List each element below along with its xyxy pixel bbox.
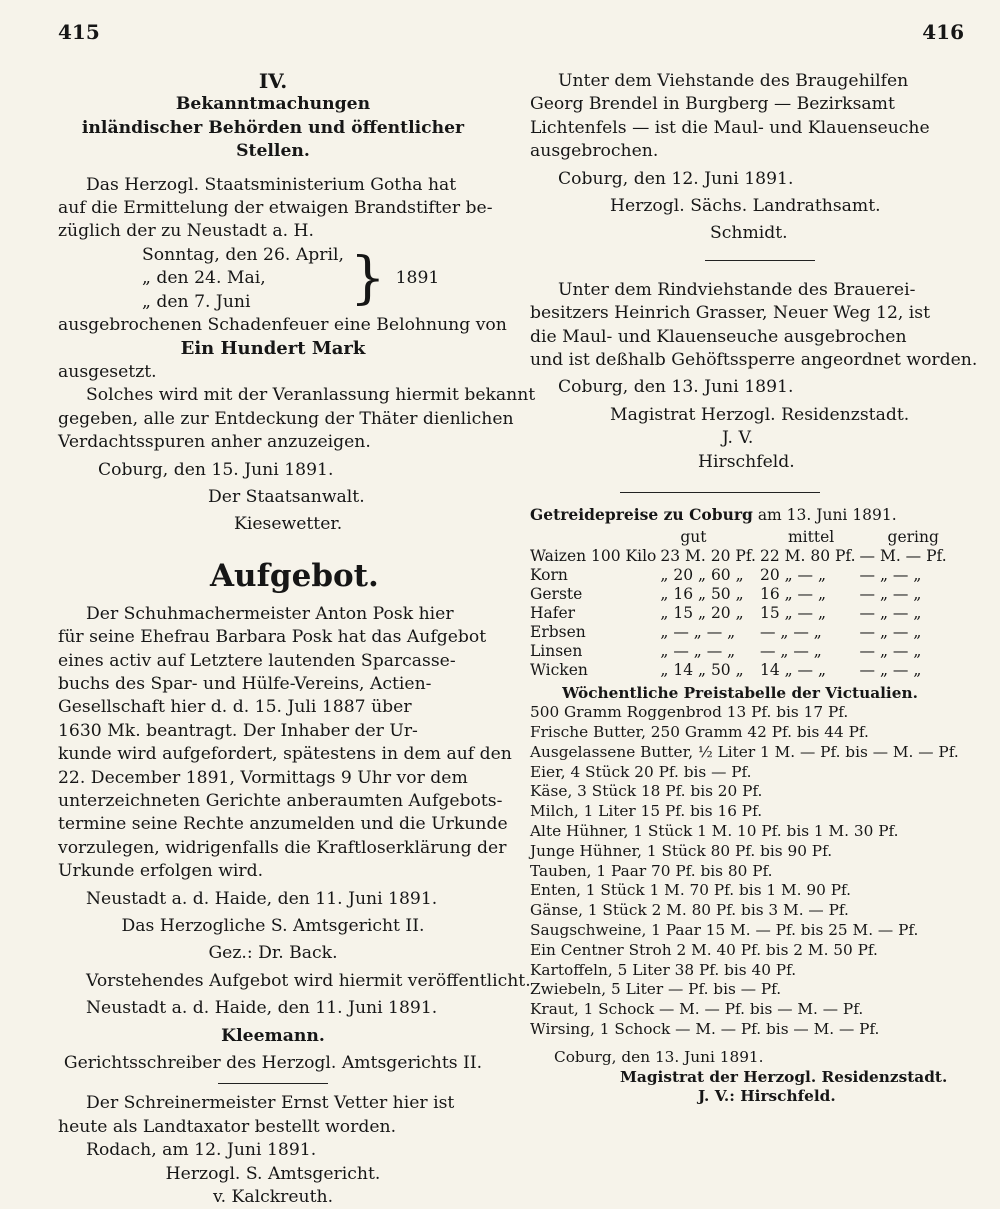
- place-date: Coburg, den 12. Juni 1891.: [558, 168, 794, 189]
- seuche-notice-2: [530, 279, 978, 474]
- signature: Schmidt.: [710, 223, 788, 244]
- grain-name: Korn: [530, 565, 568, 584]
- victualien-title: Wöchentliche Preistabelle der Victualien.: [562, 683, 918, 702]
- table-row: [530, 623, 951, 642]
- section-title-line1: Bekanntmachungen: [175, 94, 371, 115]
- text-line: Georg Brendel in Burgberg — Bezirksamt: [530, 94, 895, 115]
- published-note: Vorstehendes Aufgebot wird hiermit veröffentlicht.: [86, 970, 531, 991]
- text-line: termine seine Rechte anzumelden und die Urkunde: [58, 814, 508, 835]
- text-line: kunde wird aufgefordert, spätestens in dem auf den: [58, 744, 512, 765]
- section-title-line2: inländischer Behörden und öffentlicher Stellen.: [81, 117, 465, 162]
- brandstifter-notice: [58, 174, 536, 537]
- divider: [705, 260, 815, 261]
- price-gut: „ 15 „ 20 „: [660, 603, 744, 622]
- signature: J. V.: Hirschfeld.: [698, 1087, 836, 1106]
- list-item: Kraut, 1 Schock — M. — Pf. bis — M. — Pf.: [530, 1000, 864, 1019]
- place-date: Neustadt a. d. Haide, den 11. Juni 1891.: [86, 888, 438, 909]
- table-row: [530, 585, 951, 604]
- price-gering: — „ — „: [859, 584, 922, 603]
- place-date: Coburg, den 13. Juni 1891.: [554, 1047, 764, 1066]
- grain-name: Erbsen: [530, 622, 586, 641]
- price-mittel: 14 „ — „: [759, 660, 827, 679]
- text-line: Das Herzogl. Staatsministerium Gotha hat: [86, 174, 457, 195]
- list-item: Kartoffeln, 5 Liter 38 Pf. bis 40 Pf.: [530, 960, 797, 979]
- price-gut: „ 14 „ 50 „: [660, 660, 744, 679]
- table-row: [530, 547, 951, 566]
- list-item: Saugschweine, 1 Paar 15 M. — Pf. bis 25 M. — Pf.: [530, 921, 919, 940]
- text-line: ausgebrochenen Schadenfeuer eine Belohnung von: [58, 315, 507, 336]
- table-header-row: [530, 528, 951, 547]
- grain-name: Hafer: [530, 603, 576, 622]
- signature-line1: J. V.: [722, 428, 754, 449]
- year: 1891: [395, 268, 440, 289]
- text-line: Verdachtsspuren anher anzuzeigen.: [58, 432, 371, 453]
- text-line: die Maul- und Klauenseuche ausgebrochen: [530, 326, 907, 347]
- text-line: Unter dem Viehstande des Braugehilfen: [558, 71, 909, 91]
- text-line: vorzulegen, widrigenfalls die Kraftloserklärung der: [58, 837, 507, 858]
- grain-name: Linsen: [530, 641, 583, 660]
- list-item: Käse, 3 Stück 18 Pf. bis 20 Pf.: [530, 782, 763, 801]
- landtaxator-notice: [58, 1092, 488, 1209]
- price-gering: — „ — „: [859, 641, 922, 660]
- right-column: [530, 70, 978, 1107]
- place-date: Neustadt a. d. Haide, den 11. Juni 1891.: [86, 998, 438, 1019]
- text-line: heute als Landtaxator bestellt worden.: [58, 1116, 397, 1137]
- authority: Magistrat der Herzogl. Residenzstadt.: [620, 1067, 948, 1086]
- left-column: [58, 69, 536, 1209]
- grain-price-table: [530, 528, 951, 680]
- aufgebot-title: Aufgebot.: [210, 557, 379, 594]
- table-row: [530, 642, 951, 661]
- text-line: Lichtenfels — ist die Maul- und Klauenseuche: [530, 117, 930, 138]
- clerk: Gerichtsschreiber des Herzogl. Amtsgerichts II.: [63, 1053, 483, 1074]
- authority: Herzogl. S. Amtsgericht.: [165, 1163, 381, 1184]
- text-line: Unter dem Rindviehstande des Brauerei-: [558, 279, 916, 300]
- list-item: Zwiebeln, 5 Liter — Pf. bis — Pf.: [530, 980, 782, 999]
- grain-name: Gerste: [530, 584, 583, 603]
- reward-amount: Ein Hundert Mark: [180, 338, 366, 360]
- price-mittel: 15 „ — „: [759, 603, 827, 622]
- signature-line2: Hirschfeld.: [698, 451, 795, 472]
- table-row: [530, 604, 951, 623]
- price-gering: — „ — „: [859, 565, 922, 584]
- authority: Herzogl. Sächs. Landrathsamt.: [610, 196, 881, 217]
- column-header: gut: [680, 527, 707, 546]
- price-gering: — „ — „: [859, 603, 922, 622]
- list-item: Gänse, 1 Stück 2 M. 80 Pf. bis 3 M. — Pf.: [530, 901, 849, 920]
- place-date: Coburg, den 13. Juni 1891.: [558, 377, 794, 398]
- brace: }: [349, 245, 386, 311]
- signed: Gez.: Dr. Back.: [208, 943, 338, 964]
- text-line: für seine Ehefrau Barbara Posk hat das Aufgebot: [58, 627, 487, 648]
- victualien-table: [530, 683, 959, 1108]
- page-number-left: 415: [58, 20, 100, 44]
- fire-dates: [58, 244, 488, 314]
- list-item: Wirsing, 1 Schock — M. — Pf. bis — M. — Pf.: [530, 1020, 880, 1039]
- list-item: Eier, 4 Stück 20 Pf. bis — Pf.: [530, 762, 752, 781]
- table-row: [530, 661, 951, 680]
- signature: Kleemann.: [221, 1025, 325, 1046]
- date-line: Sonntag, den 26. April,: [142, 244, 344, 265]
- authority: Der Staatsanwalt.: [208, 486, 365, 507]
- text-line: gegeben, alle zur Entdeckung der Thäter dienlichen: [58, 408, 514, 429]
- text-line: 1630 Mk. beantragt. Der Inhaber der Ur-: [58, 720, 418, 741]
- price-gering: — M. — Pf.: [859, 546, 947, 565]
- price-mittel: — „ — „: [759, 641, 822, 660]
- list-item: Milch, 1 Liter 15 Pf. bis 16 Pf.: [530, 802, 763, 821]
- text-line: eines activ auf Letztere lautenden Sparcasse-: [58, 650, 456, 671]
- list-item: Tauben, 1 Paar 70 Pf. bis 80 Pf.: [530, 861, 773, 880]
- grain-name: Waizen 100 Kilo: [530, 546, 657, 565]
- page-number-right: 416: [922, 20, 964, 44]
- price-gut: „ — „ — „: [660, 622, 736, 641]
- authority: Das Herzogliche S. Amtsgericht II.: [121, 916, 425, 936]
- aufgebot-notice: [58, 557, 531, 1076]
- divider: [218, 1083, 328, 1084]
- list-item: Frische Butter, 250 Gramm 42 Pf. bis 44 Pf.: [530, 723, 869, 742]
- grain-prices-title: Getreidepreise zu Coburg: [530, 505, 753, 525]
- list-item: Ausgelassene Butter, ½ Liter 1 M. — Pf. bis — M. — Pf.: [530, 742, 959, 761]
- signature: Kiesewetter.: [234, 514, 343, 535]
- price-mittel: 16 „ — „: [759, 584, 827, 603]
- price-mittel: — „ — „: [759, 622, 822, 641]
- list-item: Enten, 1 Stück 1 M. 70 Pf. bis 1 M. 90 Pf.: [530, 881, 851, 900]
- list-item: Alte Hühner, 1 Stück 1 M. 10 Pf. bis 1 M. 30 Pf.: [530, 822, 899, 841]
- price-gut: „ — „ — „: [660, 641, 736, 660]
- price-mittel: 22 M. 80 Pf.: [759, 546, 856, 565]
- text-line: auf die Ermittelung der etwaigen Brandstifter be-: [58, 198, 493, 219]
- list-item: 500 Gramm Roggenbrod 13 Pf. bis 17 Pf.: [530, 703, 849, 722]
- list-item: Junge Hühner, 1 Stück 80 Pf. bis 90 Pf.: [530, 841, 833, 860]
- text-line: Der Schuhmachermeister Anton Posk hier: [86, 603, 454, 624]
- price-gut: „ 20 „ 60 „: [660, 565, 744, 584]
- text-line: Gesellschaft hier d. d. 15. Juli 1887 über: [58, 697, 412, 718]
- text-line: buchs des Spar- und Hülfe-Vereins, Actien-: [58, 673, 432, 694]
- text-line: züglich der zu Neustadt a. H.: [58, 221, 314, 242]
- text-line: Der Schreinermeister Ernst Vetter hier ist: [86, 1093, 455, 1114]
- text-line: Urkunde erfolgen wird.: [58, 861, 264, 882]
- price-gut: 23 M. 20 Pf.: [660, 546, 756, 565]
- text-line: und ist deßhalb Gehöftssperre angeordnet worden.: [530, 350, 978, 371]
- price-gering: — „ — „: [859, 622, 922, 641]
- text-line: 22. December 1891, Vormittags 9 Uhr vor dem: [58, 767, 468, 788]
- divider: [620, 492, 820, 493]
- seuche-notice-1: [530, 70, 950, 246]
- grain-name: Wicken: [530, 660, 588, 679]
- grain-prices: [530, 503, 950, 679]
- price-gut: „ 16 „ 50 „: [660, 584, 744, 603]
- section-number: IV.: [258, 69, 288, 93]
- place-date: Coburg, den 15. Juni 1891.: [98, 459, 334, 480]
- date-line: „ den 7. Juni: [142, 291, 251, 312]
- signature: v. Kalckreuth.: [212, 1187, 334, 1208]
- column-header: mittel: [787, 527, 835, 546]
- table-row: [530, 566, 951, 585]
- place-date: Rodach, am 12. Juni 1891.: [86, 1140, 317, 1161]
- column-header: gering: [887, 527, 939, 546]
- grain-prices-date: am 13. Juni 1891.: [757, 506, 897, 525]
- price-mittel: 20 „ — „: [759, 565, 827, 584]
- list-item: Ein Centner Stroh 2 M. 40 Pf. bis 2 M. 50 Pf.: [530, 940, 878, 959]
- text-line: ausgebrochen.: [530, 141, 659, 162]
- text-line: ausgesetzt.: [58, 361, 157, 382]
- text-line: unterzeichneten Gerichte anberaumten Aufgebots-: [58, 790, 503, 811]
- authority: Magistrat Herzogl. Residenzstadt.: [610, 404, 910, 425]
- price-gering: — „ — „: [859, 660, 922, 679]
- text-line: besitzers Heinrich Grasser, Neuer Weg 12, ist: [530, 303, 931, 324]
- date-line: „ den 24. Mai,: [142, 268, 266, 289]
- text-line: Solches wird mit der Veranlassung hiermit bekannt: [86, 385, 536, 406]
